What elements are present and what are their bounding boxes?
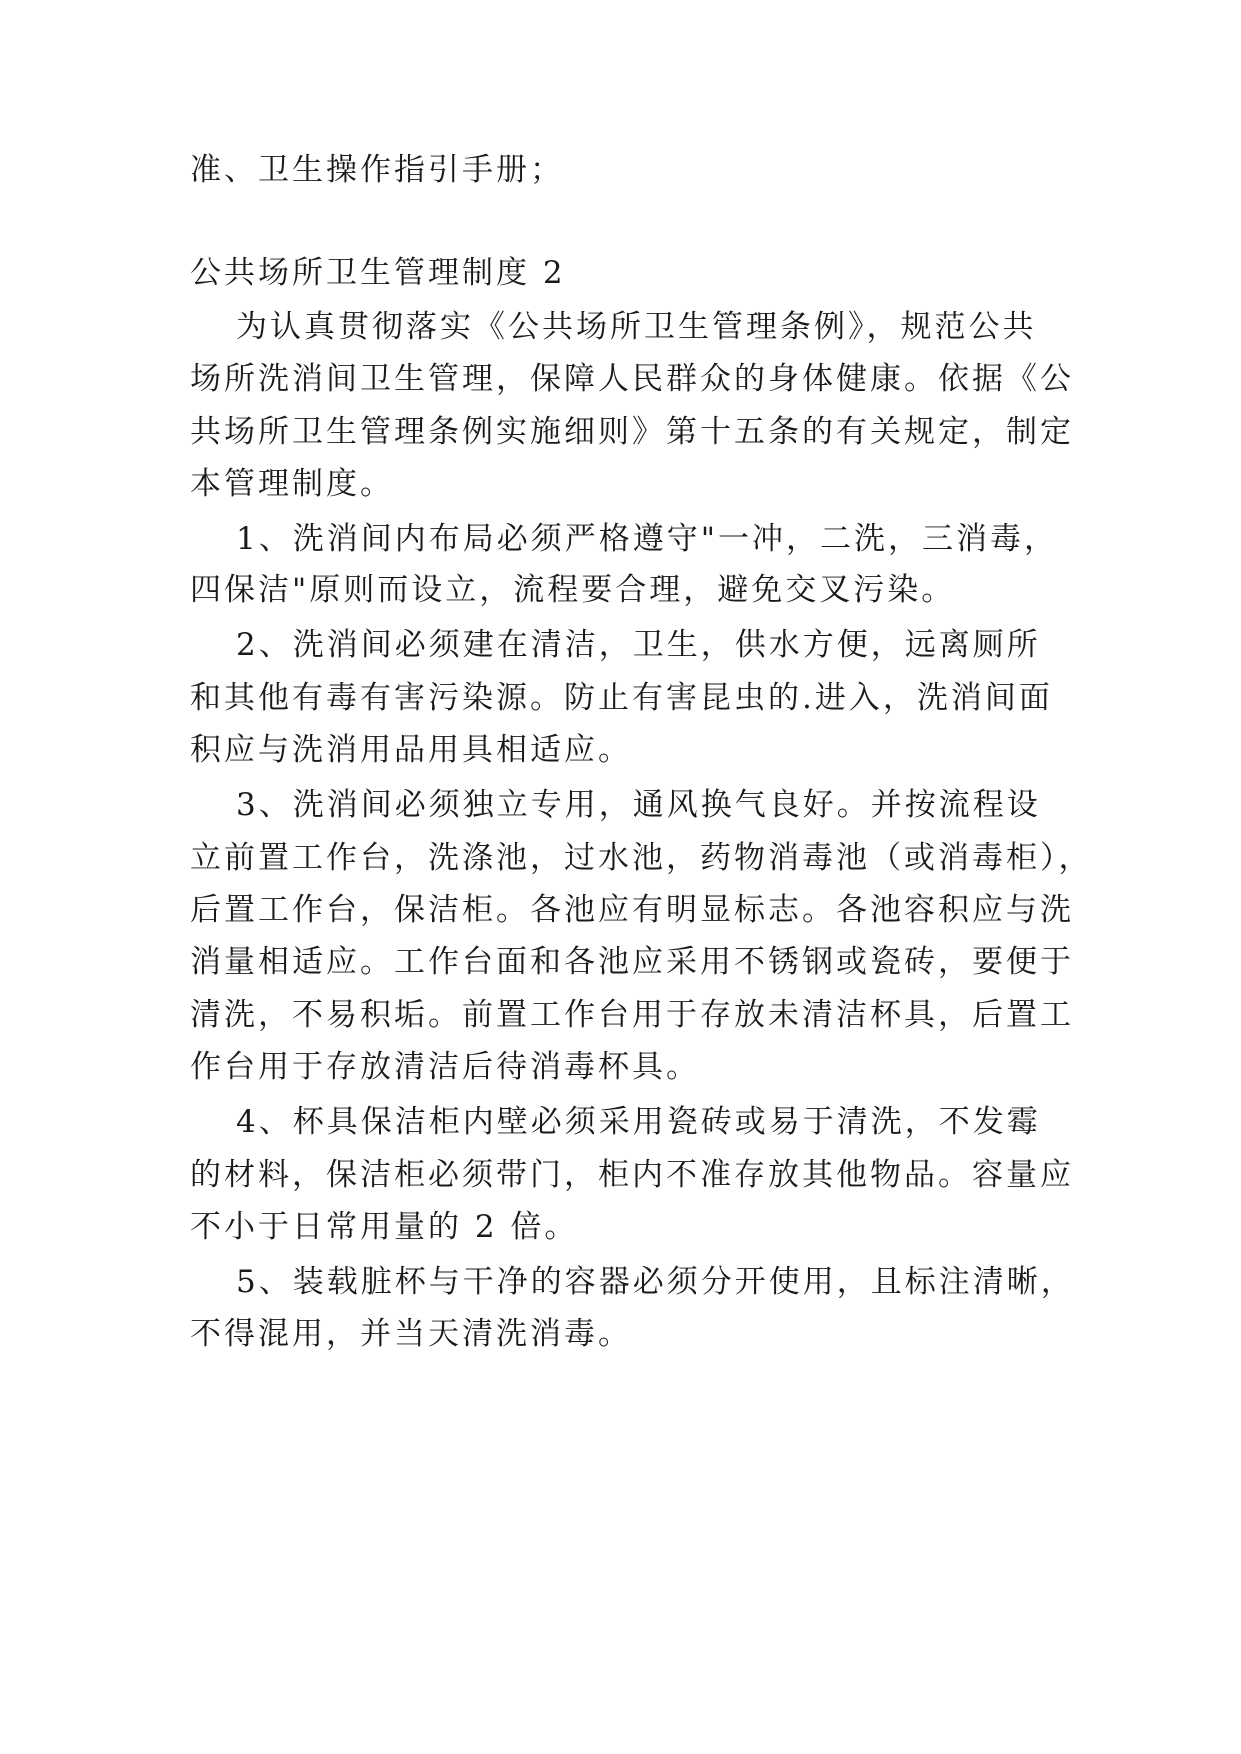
continuation-line: 准、卫生操作指引手册； — [190, 152, 564, 188]
paragraph-3-line-5: 清洗，不易积垢。前置工作台用于存放未清洁杯具，后置工 — [190, 997, 1074, 1033]
paragraph-2-line-1: 2、洗消间必须建在清洁，卫生，供水方便，远离厕所 — [236, 627, 1041, 663]
paragraph-5-line-2: 不得混用，并当天清洗消毒。 — [190, 1316, 632, 1352]
paragraph-4-line-1: 4、杯具保洁柜内壁必须采用瓷砖或易于清洗，不发霉 — [236, 1104, 1041, 1140]
paragraph-intro-line-4: 本管理制度。 — [190, 466, 394, 502]
section-title: 公共场所卫生管理制度 2 — [190, 255, 566, 291]
paragraph-1-line-2: 四保洁"原则而设立，流程要合理，避免交叉污染。 — [190, 572, 956, 608]
paragraph-4-line-3: 不小于日常用量的 2 倍。 — [190, 1209, 579, 1245]
paragraph-3-line-4: 消量相适应。工作台面和各池应采用不锈钢或瓷砖，要便于 — [190, 944, 1074, 980]
paragraph-1-line-1: 1、洗消间内布局必须严格遵守"一冲，二洗，三消毒， — [236, 521, 1058, 557]
paragraph-3-line-1: 3、洗消间必须独立专用，通风换气良好。并按流程设 — [236, 787, 1041, 823]
paragraph-intro-line-2: 场所洗消间卫生管理，保障人民群众的身体健康。依据《公 — [190, 361, 1074, 397]
paragraph-3-line-2: 立前置工作台，洗涤池，过水池，药物消毒池（或消毒柜）， — [190, 840, 1093, 876]
paragraph-intro-line-3: 共场所卫生管理条例实施细则》第十五条的有关规定，制定 — [190, 414, 1074, 450]
paragraph-3-line-3: 后置工作台，保洁柜。各池应有明显标志。各池容积应与洗 — [190, 892, 1074, 928]
paragraph-intro-line-1: 为认真贯彻落实《公共场所卫生管理条例》，规范公共 — [236, 309, 1037, 345]
paragraph-3-line-6: 作台用于存放清洁后待消毒杯具。 — [190, 1049, 700, 1085]
paragraph-4-line-2: 的材料，保洁柜必须带门，柜内不准存放其他物品。容量应 — [190, 1157, 1074, 1193]
paragraph-5-line-1: 5、装载脏杯与干净的容器必须分开使用，且标注清晰， — [236, 1264, 1075, 1300]
paragraph-2-line-3: 积应与洗消用品用具相适应。 — [190, 732, 632, 768]
paragraph-2-line-2: 和其他有毒有害污染源。防止有害昆虫的.进入，洗消间面 — [190, 680, 1053, 716]
